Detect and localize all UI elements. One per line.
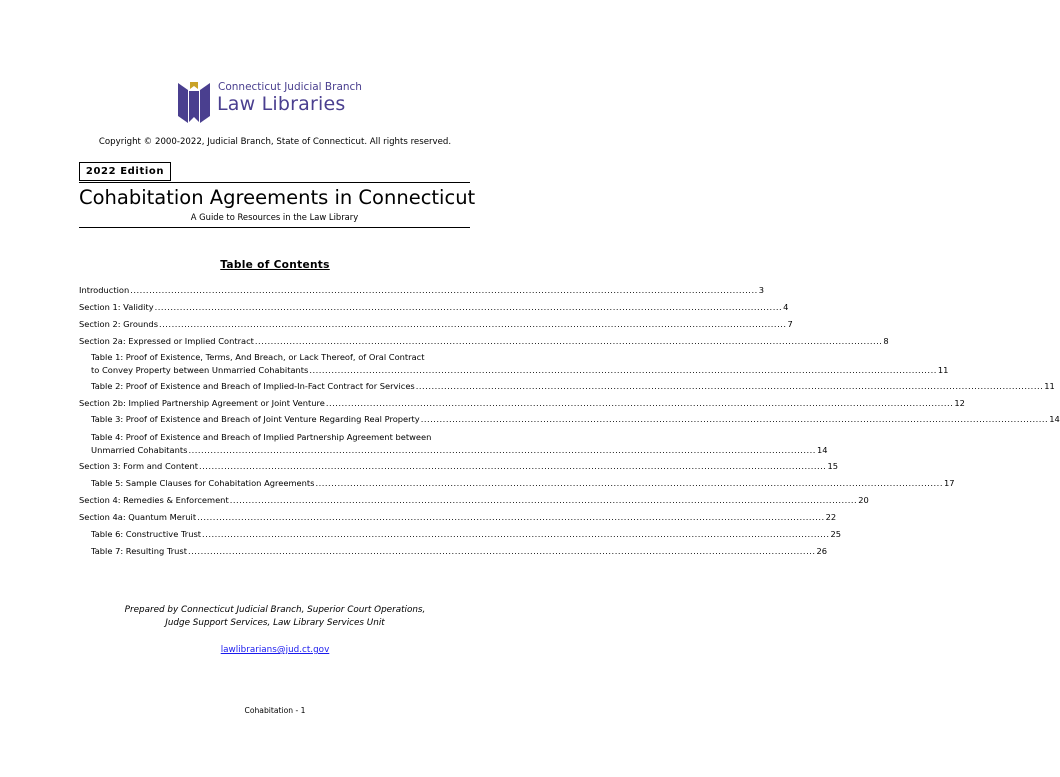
toc-page-number: 11 xyxy=(1044,381,1055,391)
dot-leader: ........................................................................................................................................................................................................ xyxy=(254,336,883,346)
title-rule-bottom xyxy=(79,227,470,228)
toc-entry-text: Table 6: Constructive Trust xyxy=(91,529,202,539)
dot-leader: ........................................................................................................................................................................................................ xyxy=(325,398,954,408)
toc-entry[interactable] xyxy=(91,528,842,541)
page-footer: Cohabitation - 1 xyxy=(244,706,306,715)
dot-leader: ........................................................................................................................................................................................................ xyxy=(315,478,943,488)
toc-entry[interactable] xyxy=(79,494,869,507)
toc-entry[interactable] xyxy=(91,380,1055,393)
toc-page-number: 8 xyxy=(883,336,889,346)
toc-entry[interactable] xyxy=(91,477,955,490)
toc-page-number: 26 xyxy=(816,546,828,556)
toc-page-number: 22 xyxy=(825,512,837,522)
dot-leader: ........................................................................................................................................................................................................ xyxy=(229,495,858,505)
toc-heading: Table of Contents xyxy=(220,259,330,271)
prepared-by-line: Judge Support Services, Law Library Services Unit xyxy=(165,617,385,628)
toc-page-number: 11 xyxy=(937,365,949,375)
dot-leader: ........................................................................................................................................................................................................ xyxy=(154,302,783,312)
dot-leader: ........................................................................................................................................................................................................ xyxy=(188,546,816,556)
dot-leader: ........................................................................................................................................................................................................ xyxy=(188,445,816,455)
dot-leader: ........................................................................................................................................................................................................ xyxy=(309,365,937,375)
copyright-notice: Copyright © 2000-2022, Judicial Branch, State of Connecticut. All rights reserved. xyxy=(98,137,452,147)
toc-entry[interactable] xyxy=(91,431,828,457)
toc-entry[interactable] xyxy=(79,318,793,331)
toc-page-number: 15 xyxy=(827,461,839,471)
toc-entry[interactable] xyxy=(79,284,765,297)
toc-entry[interactable] xyxy=(79,397,965,410)
toc-page-number: 7 xyxy=(787,319,793,329)
toc-page-number: 12 xyxy=(954,398,965,408)
dot-leader: ........................................................................................................................................................................................................ xyxy=(198,461,827,471)
toc-page-number: 20 xyxy=(858,495,869,505)
toc-entry-text: Section 2a: Expressed or Implied Contract xyxy=(79,336,254,346)
toc-entry-text: Section 2b: Implied Partnership Agreement or Joint Venture xyxy=(79,398,325,408)
document-subtitle: A Guide to Resources in the Law Library xyxy=(190,212,359,222)
toc-entry-text: to Convey Property between Unmarried Cohabitants xyxy=(91,365,309,375)
toc-entry-text: Section 4: Remedies & Enforcement xyxy=(79,495,229,505)
toc-page-number: 17 xyxy=(943,478,955,488)
document-title: Cohabitation Agreements in Connecticut xyxy=(79,186,476,209)
toc-entry-text: Table 3: Proof of Existence and Breach of Joint Venture Regarding Real Property xyxy=(91,414,420,424)
toc-entry-text: Table 5: Sample Clauses for Cohabitation Agreements xyxy=(91,478,315,488)
toc-entry-text: Table 2: Proof of Existence and Breach of Implied-In-Fact Contract for Services xyxy=(91,381,415,391)
toc-entry[interactable] xyxy=(91,413,1060,426)
dot-leader: ........................................................................................................................................................................................................ xyxy=(197,512,825,522)
dot-leader: ........................................................................................................................................................................................................ xyxy=(202,529,830,539)
book-emblem-icon xyxy=(176,80,212,124)
toc-entry-text: Table 7: Resulting Trust xyxy=(91,546,188,556)
toc-page-number: 4 xyxy=(783,302,789,312)
toc-entry-text: Section 4a: Quantum Meruit xyxy=(79,512,197,522)
dot-leader: ........................................................................................................................................................................................................ xyxy=(420,414,1049,424)
toc-page-number: 25 xyxy=(830,529,842,539)
toc-entry-text: Section 3: Form and Content xyxy=(79,461,198,471)
toc-entry-text: Table 4: Proof of Existence and Breach of Implied Partnership Agreement between xyxy=(91,432,432,442)
toc-entry[interactable] xyxy=(91,351,949,377)
logo-org-name: Connecticut Judicial Branch xyxy=(218,81,362,93)
toc-entry[interactable] xyxy=(91,545,828,558)
toc-page-number: 3 xyxy=(758,285,765,295)
toc-entry-text: Table 1: Proof of Existence, Terms, And Breach, or Lack Thereof, of Oral Contract xyxy=(91,352,425,362)
toc-page-number: 14 xyxy=(816,445,828,455)
toc-entry-text: Section 1: Validity xyxy=(79,302,154,312)
dot-leader: ........................................................................................................................................................................................................ xyxy=(130,285,758,295)
toc-entry[interactable] xyxy=(79,301,789,314)
toc-entry[interactable] xyxy=(79,335,889,348)
title-rule-top xyxy=(79,182,470,183)
toc-entry-text: Unmarried Cohabitants xyxy=(91,445,188,455)
law-libraries-logo xyxy=(176,80,376,126)
toc-entry-text: Section 2: Grounds xyxy=(79,319,159,329)
dot-leader: ........................................................................................................................................................................................................ xyxy=(415,381,1044,391)
dot-leader: ........................................................................................................................................................................................................ xyxy=(159,319,787,329)
toc-page-number: 14 xyxy=(1049,414,1060,424)
toc-entry-text: Introduction xyxy=(79,285,130,295)
prepared-by-note xyxy=(0,604,550,629)
prepared-by-line: Prepared by Connecticut Judicial Branch, Superior Court Operations, xyxy=(124,605,426,615)
edition-badge: 2022 Edition xyxy=(79,162,171,181)
contact-email-link[interactable]: lawlibrarians@jud.ct.gov xyxy=(220,645,330,655)
logo-library-name: Law Libraries xyxy=(217,93,346,115)
toc-entry[interactable] xyxy=(79,460,839,473)
toc-entry[interactable] xyxy=(79,511,837,524)
